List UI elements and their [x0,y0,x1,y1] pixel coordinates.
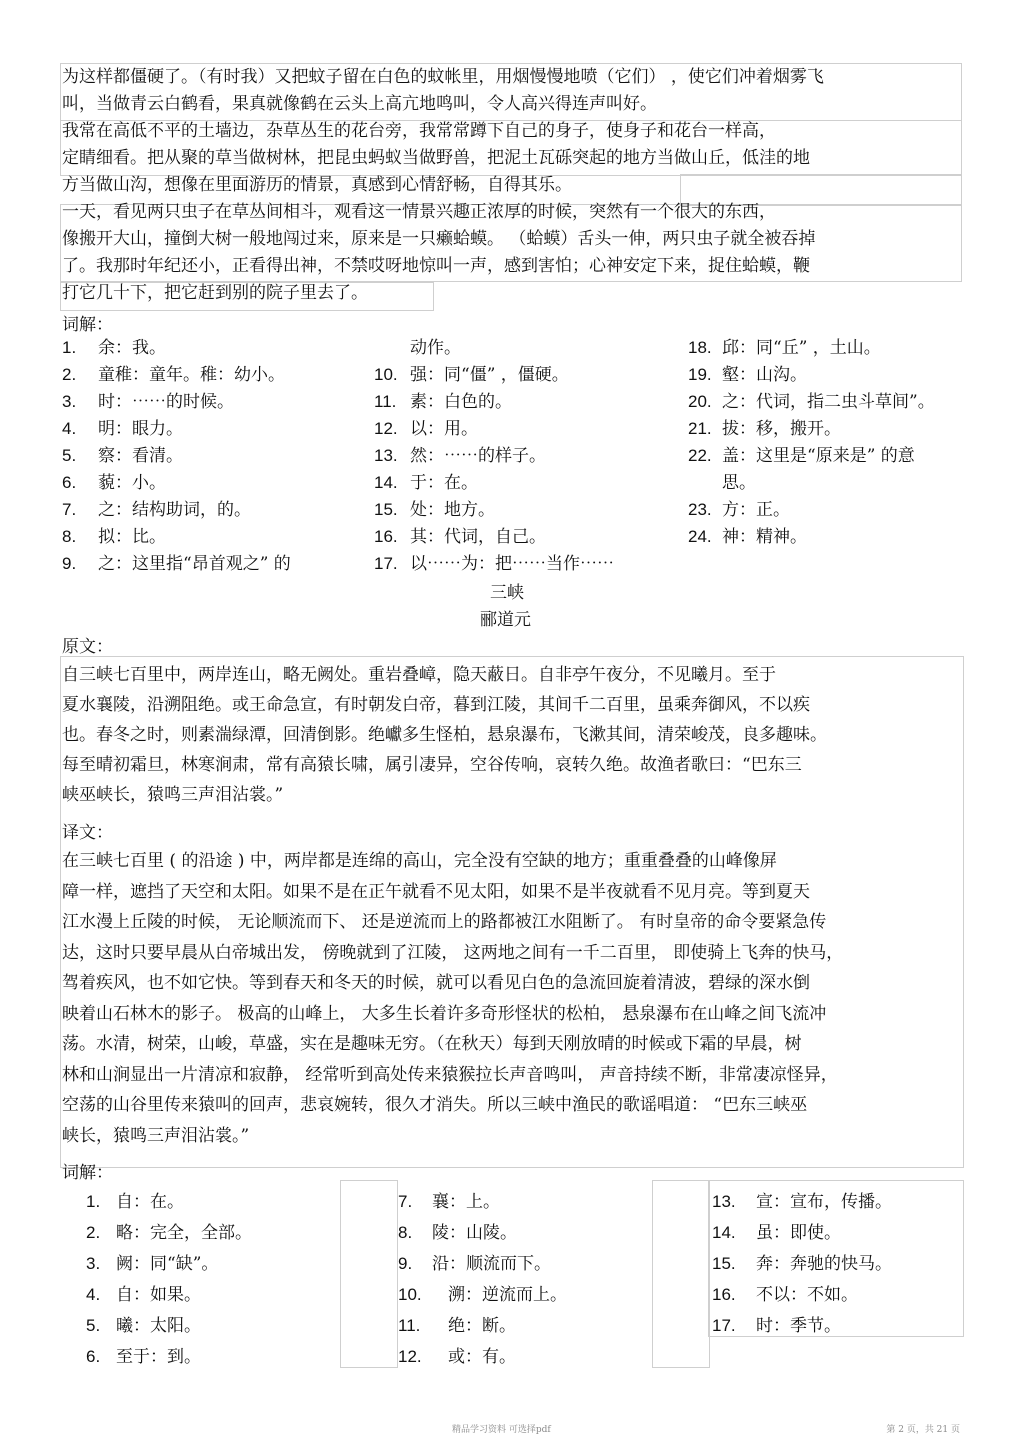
vocab-item: 21. 拔：移，搬开。 [688,419,841,439]
vocab-item: 2. 童稚：童年。稚：幼小。 [62,365,285,385]
vocab-item: 1. 余：我。 [62,338,166,358]
vocab-item: 15. 处：地方。 [374,500,495,520]
vocab-item: 3. 时：⋯⋯的时候。 [62,392,234,412]
text-line: 方当做山沟，想像在里面游历的情景，真感到心情舒畅，自得其乐。 [62,175,572,195]
text-line: 定睛细看。把从聚的草当做树林，把昆虫蚂蚁当做野兽，把泥土瓦砾突起的地方当做山丘，低洼的地 [62,148,810,168]
vocab-heading: 词解： [62,315,113,335]
vocab-item: 18. 邱：同“丘” ，土山。 [688,338,881,358]
text-line: 叫，当做青云白鹤看，果真就像鹤在云头上高亢地鸣叫，令人高兴得连声叫好。 [62,94,657,114]
vocab-item: 7. 之：结构助词，的。 [62,500,251,520]
vocab-item: 20. 之：代词，指二虫斗草间”。 [688,392,935,412]
vocab-item: 5. 察：看清。 [62,446,183,466]
translation-text [62,846,962,1151]
vocab-item: 14. 虽：即使。 [712,1223,841,1243]
vocab-item: 19. 壑：山沟。 [688,365,807,385]
text-line: 打它几十下，把它赶到别的院子里去了。 [62,283,368,303]
text-line: 林和山涧显出一片清凉和寂静， 经常听到高处传来猿猴拉长声音鸣叫， 声音持续不断，非常凄凉怪异， [62,1064,838,1085]
translation-heading: 译文： [62,823,113,843]
poem-title: 三峡 [490,583,524,603]
text-line: 荡。水清，树荣，山峻，草盛，实在是趣味无穷。（在秋天）每到天刚放晴的时候或下霜的早晨，树 [62,1034,802,1054]
vocab-item: 11. 绝：断。 [398,1316,516,1336]
vocab-item: 9. 之：这里指“昂首观之” 的 [62,554,291,574]
vocab-item: 14. 于：在。 [374,473,478,493]
vocab-item: 17. 时：季节。 [712,1316,841,1336]
vocab-item: 4. 自：如果。 [86,1285,201,1305]
page-number: 第 2 页，共 21 页 [886,1425,960,1435]
vocab-item: 4. 明：眼力。 [62,419,183,439]
vocab-item: 15. 奔：奔驰的快马。 [712,1254,892,1274]
vocab-item: 9. 沿：顺流而下。 [398,1254,551,1274]
column-frame [652,1180,710,1368]
text-line: 了。我那时年纪还小，正看得出神，不禁哎呀地惊叫一声，感到害怕；心神安定下来，捉住蛤蟆，鞭 [62,256,810,276]
text-line: 空荡的山谷里传来猿叫的回声，悲哀婉转，很久才消失。所以三峡中渔民的歌谣唱道： “巴东三峡巫 [62,1095,808,1115]
footer-watermark: 精品学习资料 可选择pdf [452,1425,551,1435]
vocab-item: 8. 陵：山陵。 [398,1223,517,1243]
vocab-item: 6. 至于：到。 [86,1347,201,1367]
text-line: 夏水襄陵，沿溯阻绝。或王命急宣，有时朝发白帝，暮到江陵，其间千二百里，虽乘奔御风，不以疾 [62,695,810,715]
vocab-item: 5. 曦：太阳。 [86,1316,201,1336]
story-paragraph [62,64,962,307]
column-frame [340,1180,398,1368]
vocab-item: 思。 [722,473,756,493]
vocab-item: 12. 以：用。 [374,419,478,439]
text-line: 也。春冬之时，则素湍绿潭，回清倒影。绝巘多生怪柏，悬泉瀑布，飞漱其间，清荣峻茂，良多趣味。 [62,725,827,745]
vocab-item: 10. 强：同“僵” ，僵硬。 [374,365,569,385]
vocab-item: 6. 藐：小。 [62,473,166,493]
vocab-item: 22. 盖：这里是“原来是” 的意 [688,446,915,466]
vocab-item: 16. 不以：不如。 [712,1285,858,1305]
original-heading: 原文： [62,637,113,657]
vocab-item: 11. 素：白色的。 [374,392,512,412]
vocab-item: 7. 襄：上。 [398,1192,500,1212]
vocab-item: 2. 略：完全，全部。 [86,1223,252,1243]
text-line: 为这样都僵硬了。（有时我）又把蚊子留在白色的蚊帐里，用烟慢慢地喷（它们） ，使它们冲着烟雾飞 [62,67,824,87]
text-line: 在三峡七百里 ( 的沿途 ) 中，两岸都是连绵的高山，完全没有空缺的地方；重重叠叠的山峰像屏 [62,851,777,871]
vocab-heading-2: 词解： [62,1163,113,1183]
vocab-item: 23. 方：正。 [688,500,790,520]
text-line: 一天，看见两只虫子在草丛间相斗，观看这一情景兴趣正浓厚的时候，突然有一个很大的东西， [62,202,776,222]
vocab-item: 12. 或：有。 [398,1347,516,1367]
vocab-item: 13. 然：⋯⋯的样子。 [374,446,546,466]
text-line: 驾着疾风，也不如它快。等到春天和冬天的时候，就可以看见白色的急流回旋着清波，碧绿的深水倒 [62,973,810,993]
vocab-item: 24. 神：精神。 [688,527,807,547]
text-line: 每至晴初霜旦，林寒涧肃，常有高猿长啸，属引凄异，空谷传响，哀转久绝。故渔者歌曰：“巴东三 [62,755,802,775]
vocab-item: 10. 溯：逆流而上。 [398,1285,567,1305]
vocab-item: 动作。 [410,338,461,358]
poem-author: 郦道元 [480,610,531,630]
text-line: 江水漫上丘陵的时候， 无论顺流而下、 还是逆流而上的路都被江水阻断了。 有时皇帝的命令要紧急传 [62,912,827,932]
text-line: 达，这时只要早晨从白帝城出发， 傍晚就到了江陵， 这两地之间有一千二百里， 即使骑上飞奔的快马， [62,942,844,963]
vocab-item: 8. 拟：比。 [62,527,166,547]
text-line: 自三峡七百里中，两岸连山，略无阙处。重岩叠嶂，隐天蔽日。自非亭午夜分，不见曦月。至于 [62,665,776,685]
vocab-item: 13. 宣：宣布，传播。 [712,1192,892,1212]
vocab-item: 16. 其：代词，自己。 [374,527,546,547]
text-line: 像搬开大山，撞倒大树一般地闯过来，原来是一只癞蛤蟆。 （蛤蟆）舌头一伸，两只虫子就全被吞掉 [62,229,816,249]
vocab-item: 1. 自：在。 [86,1192,184,1212]
vocab-item: 17. 以⋯⋯为：把⋯⋯当作⋯⋯ [374,554,614,574]
text-line: 映着山石林木的影子。 极高的山峰上， 大多生长着许多奇形怪状的松柏， 悬泉瀑布在山峰之间飞流冲 [62,1003,827,1024]
vocab-item: 3. 阙：同“缺”。 [86,1254,219,1274]
text-line: 我常在高低不平的土墙边，杂草丛生的花台旁，我常常蹲下自己的身子，使身子和花台一样高， [62,121,776,141]
original-text [62,660,962,810]
text-line: 峡长，猿鸣三声泪沾裳。” [62,1125,250,1146]
text-line: 峡巫峡长，猿鸣三声泪沾裳。” [62,785,284,805]
text-line: 障一样，遮挡了天空和太阳。如果不是在正午就看不见太阳，如果不是半夜就看不见月亮。等到夏天 [62,881,810,902]
